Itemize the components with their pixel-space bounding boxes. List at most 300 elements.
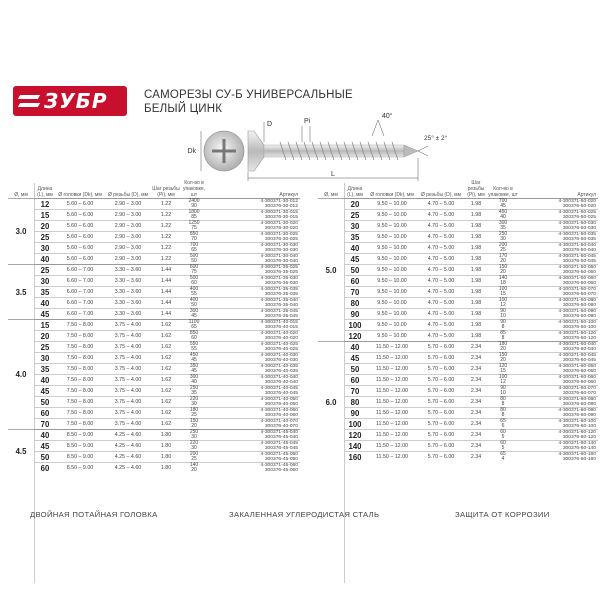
- table-row: [318, 452, 598, 463]
- cell-article: [518, 298, 598, 309]
- article-bulk: 4-300371-30-030: [260, 243, 298, 248]
- cell-length: 40: [344, 342, 366, 353]
- pack-qty-retail: 75: [191, 225, 197, 231]
- cell-article: [518, 364, 598, 375]
- cell-pitch: 1.80: [152, 452, 180, 463]
- cell-head-diameter: 9.50 – 10.00: [366, 331, 418, 342]
- cell-length: 35: [344, 232, 366, 243]
- table-row: [8, 463, 300, 474]
- pack-qty-bulk: 1800: [188, 209, 200, 215]
- spec-table-right: [318, 180, 598, 462]
- cell-head-diameter: 7.50 – 8.00: [56, 419, 104, 430]
- col-header-diameter: Ø, мм: [324, 192, 338, 198]
- cell-pitch: 1.62: [152, 320, 180, 331]
- article-bulk: 4-300371-50-030: [558, 221, 596, 226]
- product-title-line1: САМОРЕЗЫ СУ-Б УНИВЕРСАЛЬНЫЕ: [144, 89, 353, 101]
- table-row: [318, 353, 598, 364]
- cell-length: 50: [344, 265, 366, 276]
- cell-head-diameter: 9.50 – 10.00: [366, 221, 418, 232]
- pack-qty-retail: 50: [191, 258, 197, 264]
- article-bulk: 4-300371-50-045: [558, 254, 596, 259]
- cell-length: 30: [34, 276, 56, 287]
- cell-length: 60: [34, 408, 56, 419]
- cell-length: 80: [344, 397, 366, 408]
- cell-pitch: 1.62: [152, 342, 180, 353]
- cell-length: 40: [344, 243, 366, 254]
- cell-length: 70: [34, 419, 56, 430]
- cell-thread-diameter: 5.70 – 6.00: [418, 353, 464, 364]
- spec-table-left-body: [8, 199, 300, 474]
- cell-head-diameter: 11.50 – 12.00: [366, 375, 418, 386]
- pack-qty-retail: 25: [500, 247, 506, 253]
- article-retail: 300376-50-100: [562, 325, 596, 330]
- article-retail: 300376-50-120: [562, 336, 596, 341]
- cell-thread-diameter: 4.25 – 4.60: [104, 441, 152, 452]
- cell-article: [208, 243, 300, 254]
- cell-pitch: 1.22: [152, 199, 180, 210]
- pack-qty-retail: 12: [500, 379, 506, 385]
- cell-length: 70: [344, 287, 366, 298]
- cell-length: 40: [34, 298, 56, 309]
- pack-qty-bulk: 180: [189, 407, 199, 413]
- cell-thread-diameter: 3.30 – 3.60: [104, 287, 152, 298]
- table-row: [8, 364, 300, 375]
- cell-length: 30: [34, 243, 56, 254]
- pack-qty-bulk: 80: [500, 407, 506, 413]
- cell-length: 70: [344, 386, 366, 397]
- article-bulk: 4-300371-40-015: [260, 320, 298, 325]
- cell-head-diameter: 9.50 – 10.00: [366, 276, 418, 287]
- cell-length: 100: [344, 320, 366, 331]
- cell-pitch: 1.22: [152, 243, 180, 254]
- cell-head-diameter: 9.50 – 10.00: [366, 298, 418, 309]
- feature-countersunk-head: ДВОЙНАЯ ПОТАЙНАЯ ГОЛОВКА: [30, 510, 158, 519]
- cell-pack-qty: [488, 452, 518, 463]
- cell-length: 50: [34, 452, 56, 463]
- cell-head-diameter: 7.50 – 8.00: [56, 375, 104, 386]
- cell-article: [208, 232, 300, 243]
- pack-qty-bulk: 90: [500, 385, 506, 391]
- cell-diameter: 3.0: [8, 199, 34, 265]
- cell-article: [518, 309, 598, 320]
- cell-head-diameter: 6.60 – 7.00: [56, 309, 104, 320]
- pack-qty-bulk: 250: [189, 385, 199, 391]
- pack-qty-bulk: 300: [189, 308, 199, 314]
- article-bulk: 4-300371-50-020: [558, 199, 596, 204]
- table-row: [8, 243, 300, 254]
- table-row: [318, 287, 598, 298]
- cell-length: 90: [344, 309, 366, 320]
- cell-thread-diameter: 5.70 – 6.00: [418, 397, 464, 408]
- dim-pi-label: Pi: [304, 118, 311, 125]
- article-bulk: 4-300371-50-090: [558, 309, 596, 314]
- pack-qty-bulk: 65: [500, 451, 506, 457]
- article-retail: 300376-30-020: [264, 226, 298, 231]
- cell-thread-diameter: 4.70 – 5.00: [418, 331, 464, 342]
- pack-qty-bulk: 200: [498, 242, 508, 248]
- cell-pitch: 1.98: [464, 265, 488, 276]
- cell-thread-diameter: 4.70 – 5.00: [418, 199, 464, 210]
- cell-length: 20: [34, 331, 56, 342]
- cell-head-diameter: 8.50 – 9.00: [56, 463, 104, 474]
- pack-qty-retail: 12: [500, 302, 506, 308]
- cell-pack-qty: [180, 199, 208, 210]
- cell-thread-diameter: 5.70 – 6.00: [418, 386, 464, 397]
- cell-pitch: 1.98: [464, 210, 488, 221]
- pack-qty-bulk: 250: [498, 231, 508, 237]
- article-bulk: 4-300371-40-050: [260, 397, 298, 402]
- pack-qty-bulk: 60: [500, 440, 506, 446]
- cell-pitch: 1.98: [464, 232, 488, 243]
- pack-qty-retail: 20: [500, 346, 506, 352]
- cell-diameter: 6.0: [318, 342, 344, 463]
- cell-thread-diameter: 3.75 – 4.00: [104, 364, 152, 375]
- pack-qty-retail: 40: [191, 379, 197, 385]
- pack-qty-retail: 4: [501, 456, 505, 462]
- cell-head-diameter: 9.50 – 10.00: [366, 232, 418, 243]
- cell-thread-diameter: 5.70 – 6.00: [418, 452, 464, 463]
- cell-thread-diameter: 5.70 – 6.00: [418, 364, 464, 375]
- cell-pack-qty: [180, 419, 208, 430]
- pack-qty-bulk: 450: [189, 352, 199, 358]
- article-retail: 300376-40-030: [264, 358, 298, 363]
- cell-pitch: 1.98: [464, 276, 488, 287]
- article-retail: 300376-35-030: [264, 281, 298, 286]
- cell-pitch: 1.98: [464, 221, 488, 232]
- col-header-thread-diameter: Ø резьбы (D), мм: [420, 192, 462, 198]
- cell-head-diameter: 6.60 – 7.00: [56, 265, 104, 276]
- cell-pitch: 1.62: [152, 364, 180, 375]
- pack-qty-bulk: 140: [498, 275, 508, 281]
- pack-qty-bulk: 220: [189, 440, 199, 446]
- cell-length: 120: [344, 331, 366, 342]
- pack-qty-retail: 45: [191, 313, 197, 319]
- cell-article: [518, 331, 598, 342]
- screw-shank: [264, 145, 404, 157]
- pack-qty-retail: 75: [191, 269, 197, 275]
- cell-thread-diameter: 2.90 – 3.00: [104, 243, 152, 254]
- cell-pack-qty: [488, 375, 518, 386]
- article-retail: 300376-30-015: [264, 215, 298, 220]
- cell-thread-diameter: 2.90 – 3.00: [104, 254, 152, 265]
- dim-d-label: D: [267, 121, 273, 128]
- pack-qty-retail: 60: [191, 280, 197, 286]
- table-row: [318, 419, 598, 430]
- article-bulk: 4-300371-50-060: [558, 276, 596, 281]
- cell-article: [518, 254, 598, 265]
- pack-qty-retail: 20: [500, 269, 506, 275]
- article-retail: 300376-30-025: [264, 237, 298, 242]
- article-retail: 300376-50-070: [562, 292, 596, 297]
- cell-pitch: 2.34: [464, 353, 488, 364]
- pack-qty-retail: 5: [501, 445, 505, 451]
- pack-qty-bulk: 1250: [188, 220, 200, 226]
- cell-length: 60: [34, 463, 56, 474]
- cell-article: [518, 353, 598, 364]
- cell-pitch: 2.34: [464, 342, 488, 353]
- pack-qty-bulk: 220: [189, 396, 199, 402]
- article-bulk: 4-300371-30-015: [260, 210, 298, 215]
- cell-head-diameter: 5.60 – 6.00: [56, 243, 104, 254]
- article-retail: 300376-50-025: [562, 215, 596, 220]
- cell-pack-qty: [488, 430, 518, 441]
- cell-pack-qty: [488, 342, 518, 353]
- pack-qty-retail: 45: [191, 357, 197, 363]
- cell-article: [208, 441, 300, 452]
- pack-qty-bulk: 600: [189, 264, 199, 270]
- cell-pack-qty: [180, 452, 208, 463]
- cell-thread-diameter: 4.25 – 4.60: [104, 430, 152, 441]
- table-row: [8, 232, 300, 243]
- pack-qty-bulk: 100: [498, 286, 508, 292]
- article-retail: 300376-35-035: [264, 292, 298, 297]
- table-row: [8, 287, 300, 298]
- article-bulk: 4-300371-50-120: [558, 331, 596, 336]
- article-bulk: 4-300371-50-035: [558, 232, 596, 237]
- pack-qty-bulk: 500: [189, 275, 199, 281]
- table-row: [318, 430, 598, 441]
- cell-length: 15: [34, 320, 56, 331]
- cell-article: [518, 408, 598, 419]
- cell-thread-diameter: 3.30 – 3.60: [104, 309, 152, 320]
- cell-article: [518, 441, 598, 452]
- cell-head-diameter: 5.60 – 6.00: [56, 221, 104, 232]
- cell-thread-diameter: 4.70 – 5.00: [418, 309, 464, 320]
- pack-qty-bulk: 90: [500, 319, 506, 325]
- article-retail: 300376-60-160: [562, 457, 596, 462]
- col-header-thread-diameter: Ø резьбы (D), мм: [107, 192, 149, 198]
- pack-qty-retail: 10: [500, 390, 506, 396]
- cell-article: [208, 309, 300, 320]
- cell-pack-qty: [488, 386, 518, 397]
- cell-head-diameter: 5.60 – 6.00: [56, 199, 104, 210]
- article-bulk: 4-300371-40-045: [260, 386, 298, 391]
- article-bulk: 4-300371-30-020: [260, 221, 298, 226]
- table-row: [8, 452, 300, 463]
- cell-thread-diameter: 5.70 – 6.00: [418, 375, 464, 386]
- cell-pitch: 2.34: [464, 441, 488, 452]
- cell-length: 25: [344, 210, 366, 221]
- table-row: [318, 210, 598, 221]
- cell-pitch: 2.34: [464, 375, 488, 386]
- cell-length: 12: [34, 199, 56, 210]
- col-header-article: Артикул: [279, 192, 298, 198]
- cell-article: [208, 386, 300, 397]
- cell-pitch: 1.62: [152, 331, 180, 342]
- pack-qty-bulk: 170: [498, 253, 508, 259]
- cell-thread-diameter: 3.75 – 4.00: [104, 386, 152, 397]
- article-retail: 300376-50-040: [562, 248, 596, 253]
- cell-pitch: 1.80: [152, 463, 180, 474]
- cell-pack-qty: [488, 287, 518, 298]
- cell-head-diameter: 8.50 – 9.00: [56, 441, 104, 452]
- cell-pack-qty: [488, 441, 518, 452]
- cell-thread-diameter: 2.90 – 3.00: [104, 232, 152, 243]
- cell-article: [208, 463, 300, 474]
- col-header-pack-qty: Кол-во в упаковке, шт: [182, 180, 206, 198]
- cell-length: 80: [344, 298, 366, 309]
- table-row: [8, 254, 300, 265]
- cell-thread-diameter: 4.70 – 5.00: [418, 232, 464, 243]
- cell-thread-diameter: 3.75 – 4.00: [104, 408, 152, 419]
- cell-thread-diameter: 4.70 – 5.00: [418, 221, 464, 232]
- cell-thread-diameter: 4.70 – 5.00: [418, 298, 464, 309]
- cell-length: 30: [344, 221, 366, 232]
- cell-article: [208, 408, 300, 419]
- cell-head-diameter: 6.60 – 7.00: [56, 276, 104, 287]
- pack-qty-retail: 40: [500, 214, 506, 220]
- cell-thread-diameter: 4.70 – 5.00: [418, 320, 464, 331]
- article-retail: 300376-60-060: [562, 380, 596, 385]
- article-retail: 300376-40-060: [264, 413, 298, 418]
- cell-length: 140: [344, 441, 366, 452]
- cell-head-diameter: 11.50 – 12.00: [366, 386, 418, 397]
- article-bulk: 4-300371-60-070: [558, 386, 596, 391]
- pack-qty-retail: 15: [500, 368, 506, 374]
- article-retail: 300376-40-025: [264, 347, 298, 352]
- cell-pack-qty: [488, 397, 518, 408]
- cell-article: [208, 353, 300, 364]
- cell-thread-diameter: 3.75 – 4.00: [104, 419, 152, 430]
- cell-pack-qty: [180, 320, 208, 331]
- article-bulk: 4-300371-40-040: [260, 375, 298, 380]
- cell-head-diameter: 7.50 – 8.00: [56, 408, 104, 419]
- dim-l-label: L: [331, 171, 335, 178]
- article-retail: 300376-30-012: [264, 204, 298, 209]
- table-row: [318, 342, 598, 353]
- pack-qty-retail: 55: [191, 346, 197, 352]
- table-row: [318, 397, 598, 408]
- article-bulk: 4-300371-40-030: [260, 353, 298, 358]
- cell-length: 30: [34, 353, 56, 364]
- pack-qty-retail: 6: [501, 423, 505, 429]
- cell-length: 50: [34, 397, 56, 408]
- cell-article: [518, 320, 598, 331]
- cell-pack-qty: [488, 419, 518, 430]
- pack-qty-bulk: 850: [189, 330, 199, 336]
- article-retail: 300376-60-045: [562, 358, 596, 363]
- cell-article: [518, 232, 598, 243]
- cell-head-diameter: 9.50 – 10.00: [366, 199, 418, 210]
- cell-head-diameter: 11.50 – 12.00: [366, 419, 418, 430]
- pack-qty-bulk: 250: [189, 429, 199, 435]
- cell-head-diameter: 9.50 – 10.00: [366, 254, 418, 265]
- article-retail: 300376-40-045: [264, 391, 298, 396]
- dim-tip-angle-label: 25° ± 2°: [424, 135, 448, 142]
- brand-name: ЗУБР: [44, 89, 108, 113]
- cell-pitch: 2.34: [464, 386, 488, 397]
- table-row: [8, 276, 300, 287]
- cell-length: 45: [344, 353, 366, 364]
- pack-qty-bulk: 400: [189, 297, 199, 303]
- article-bulk: 4-300371-40-035: [260, 364, 298, 369]
- cell-pitch: 1.98: [464, 298, 488, 309]
- article-bulk: 4-300371-60-060: [558, 375, 596, 380]
- pack-qty-bulk: 120: [498, 363, 508, 369]
- table-row: [8, 375, 300, 386]
- cell-article: [518, 430, 598, 441]
- article-retail: 300376-45-050: [264, 457, 298, 462]
- cell-pack-qty: [180, 254, 208, 265]
- cell-length: 50: [344, 364, 366, 375]
- col-header-diameter: Ø, мм: [14, 192, 28, 198]
- pack-qty-retail: 20: [191, 423, 197, 429]
- pack-qty-bulk: 90: [500, 308, 506, 314]
- pack-qty-bulk: 200: [189, 451, 199, 457]
- cell-pack-qty: [180, 386, 208, 397]
- cell-pack-qty: [180, 232, 208, 243]
- cell-head-diameter: 11.50 – 12.00: [366, 364, 418, 375]
- cell-pitch: 1.62: [152, 397, 180, 408]
- cell-thread-diameter: 5.70 – 6.00: [418, 342, 464, 353]
- cell-head-diameter: 11.50 – 12.00: [366, 397, 418, 408]
- col-header-length: Длина (L), мм: [347, 186, 363, 198]
- cell-head-diameter: 11.50 – 12.00: [366, 441, 418, 452]
- article-retail: 300376-60-050: [562, 369, 596, 374]
- cell-pack-qty: [180, 397, 208, 408]
- cell-head-diameter: 8.50 – 9.00: [56, 452, 104, 463]
- table-row: [8, 221, 300, 232]
- pack-qty-retail: 8: [501, 335, 505, 341]
- article-bulk: 4-300371-50-050: [558, 265, 596, 270]
- cell-pack-qty: [488, 254, 518, 265]
- cell-head-diameter: 9.50 – 10.00: [366, 243, 418, 254]
- pack-qty-bulk: 500: [189, 253, 199, 259]
- cell-pack-qty: [180, 408, 208, 419]
- pack-qty-bulk: 400: [189, 286, 199, 292]
- col-header-pitch: Шаг резьбы (Pi), мм: [152, 186, 180, 198]
- pack-qty-retail: 8: [501, 324, 505, 330]
- article-retail: 300376-50-035: [562, 237, 596, 242]
- cell-article: [208, 320, 300, 331]
- cell-article: [208, 430, 300, 441]
- cell-pack-qty: [488, 320, 518, 331]
- cell-thread-diameter: 4.25 – 4.60: [104, 452, 152, 463]
- article-retail: 300376-60-080: [562, 402, 596, 407]
- cell-pack-qty: [180, 441, 208, 452]
- cell-pitch: 1.98: [464, 254, 488, 265]
- article-bulk: 4-300371-45-040: [260, 430, 298, 435]
- table-row: [8, 210, 300, 221]
- table-row: [318, 199, 598, 210]
- article-retail: 300376-60-120: [562, 435, 596, 440]
- spec-table-left: [8, 180, 300, 473]
- cell-length: 25: [34, 342, 56, 353]
- cell-pack-qty: [180, 309, 208, 320]
- cell-thread-diameter: 4.25 – 4.60: [104, 463, 152, 474]
- cell-pack-qty: [180, 331, 208, 342]
- pack-qty-bulk: 300: [189, 374, 199, 380]
- cell-head-diameter: 6.60 – 7.00: [56, 298, 104, 309]
- table-row: [8, 408, 300, 419]
- cell-pitch: 1.44: [152, 309, 180, 320]
- article-bulk: 4-300371-45-050: [260, 452, 298, 457]
- cell-pack-qty: [180, 243, 208, 254]
- article-bulk: 4-300371-45-060: [260, 463, 298, 468]
- article-bulk: 4-300371-40-025: [260, 342, 298, 347]
- cell-article: [518, 221, 598, 232]
- cell-thread-diameter: 5.70 – 6.00: [418, 408, 464, 419]
- cell-pack-qty: [488, 276, 518, 287]
- cell-thread-diameter: 3.75 – 4.00: [104, 397, 152, 408]
- pack-qty-bulk: 300: [498, 220, 508, 226]
- article-bulk: 4-300371-60-140: [558, 441, 596, 446]
- cell-article: [208, 254, 300, 265]
- pack-qty-bulk: 80: [500, 396, 506, 402]
- cell-head-diameter: 11.50 – 12.00: [366, 353, 418, 364]
- cell-article: [208, 375, 300, 386]
- pack-qty-bulk: 100: [498, 297, 508, 303]
